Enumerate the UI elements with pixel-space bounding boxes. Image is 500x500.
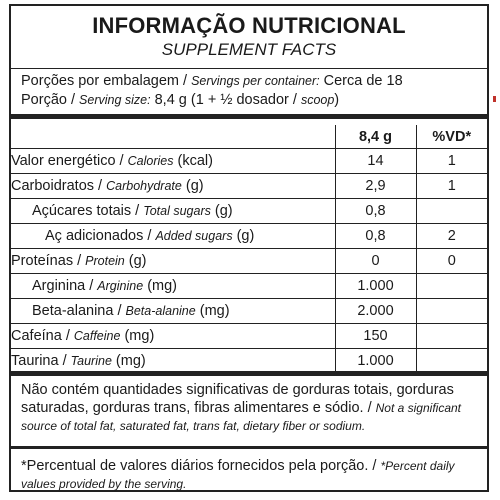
divider-thick-bottom	[11, 371, 487, 376]
dv-footnote	[21, 457, 481, 493]
nutrition-table	[11, 125, 487, 373]
nutrient-en: Protein	[85, 254, 125, 268]
table-row	[11, 149, 487, 174]
nutrient-amount: 150	[335, 324, 416, 349]
nutrient-dv: 0	[416, 249, 487, 274]
table-row	[11, 274, 487, 299]
serving-size-label-en: Serving size:	[79, 93, 151, 107]
nutrient-name	[11, 199, 335, 224]
header-dv: %VD*	[416, 125, 487, 149]
nutrient-pt: Taurina /	[11, 353, 71, 369]
serving-size-scoop: scoop	[300, 93, 335, 107]
divider-top	[11, 68, 487, 69]
nutrient-amount: 2.000	[335, 299, 416, 324]
nutrient-dv: 1	[416, 149, 487, 174]
nutrient-pt: Proteínas /	[11, 253, 86, 269]
panel-title: INFORMAÇÃO NUTRICIONAL	[92, 13, 406, 38]
nutrient-en: Caffeine	[73, 329, 121, 343]
nutrient-amount: 0	[335, 249, 416, 274]
divider-footnote	[11, 446, 487, 449]
nutrient-dv	[416, 299, 487, 324]
nutrient-en: Taurine	[70, 354, 112, 368]
nutrient-unit: (g)	[232, 228, 255, 244]
nutrient-pt: Aç adicionados /	[45, 228, 156, 244]
nutrient-unit: (kcal)	[173, 153, 213, 169]
serving-size-close: )	[334, 92, 340, 108]
nutrient-unit: (mg)	[195, 303, 230, 319]
nutrient-name	[11, 349, 335, 374]
nutrient-name	[11, 149, 335, 174]
nutrient-name	[11, 274, 335, 299]
nutrient-amount: 14	[335, 149, 416, 174]
servings-per-container-label-en: Servings per container:	[191, 74, 320, 88]
nutrient-name	[11, 324, 335, 349]
nutrient-en: Beta-alanine	[125, 304, 196, 318]
nutrition-facts-panel	[9, 4, 489, 492]
nutrient-name	[11, 174, 335, 199]
not-significant-pt: Não contém quantidades significativas de gorduras totais, gorduras saturadas, gorduras trans, fibras alimentares e sódio. /	[21, 382, 454, 416]
nutrient-en: Calories	[127, 154, 174, 168]
nutrient-amount: 2,9	[335, 174, 416, 199]
header-amount: 8,4 g	[335, 125, 416, 149]
table-header-row	[11, 125, 487, 149]
not-significant-note	[21, 381, 481, 435]
nutrient-dv	[416, 324, 487, 349]
nutrient-amount: 1.000	[335, 274, 416, 299]
nutrient-en: Arginine	[97, 279, 144, 293]
nutrient-name	[11, 249, 335, 274]
servings-per-container	[21, 72, 403, 90]
nutrient-en: Total sugars	[143, 204, 211, 218]
not-significant-en: Not a significant source of total fat, saturated fat, trans fat, dietary fiber or sodium.	[21, 401, 462, 433]
header-name-cell	[11, 125, 335, 149]
nutrient-amount: 0,8	[335, 199, 416, 224]
nutrient-name	[11, 224, 335, 249]
nutrient-unit: (g)	[124, 253, 147, 269]
nutrient-pt: Arginina /	[32, 278, 98, 294]
table-row	[11, 174, 487, 199]
nutrient-dv	[416, 349, 487, 374]
table-row	[11, 299, 487, 324]
divider-thick	[11, 114, 487, 119]
serving-size-value: 8,4 g (1 + ½ dosador /	[150, 92, 301, 108]
nutrient-dv	[416, 274, 487, 299]
nutrient-dv: 2	[416, 224, 487, 249]
nutrient-unit: (mg)	[143, 278, 178, 294]
nutrient-en: Added sugars	[155, 229, 233, 243]
table-row	[11, 349, 487, 374]
nutrient-pt: Valor energético /	[11, 153, 128, 169]
servings-per-container-label: Porções por embalagem /	[21, 73, 192, 89]
nutrient-en: Carbohydrate	[106, 179, 182, 193]
nutrient-pt: Carboidratos /	[11, 178, 107, 194]
nutrient-unit: (mg)	[120, 328, 155, 344]
servings-per-container-value: Cerca de 18	[319, 73, 403, 89]
nutrient-pt: Açúcares totais /	[32, 203, 144, 219]
edge-mark	[493, 96, 496, 102]
table-row	[11, 249, 487, 274]
dv-footnote-en: *Percent daily values provided by the serving.	[21, 459, 455, 491]
nutrient-amount: 0,8	[335, 224, 416, 249]
nutrient-amount: 1.000	[335, 349, 416, 374]
serving-size	[21, 91, 339, 109]
nutrient-name	[11, 299, 335, 324]
nutrient-unit: (g)	[181, 178, 204, 194]
nutrient-dv	[416, 199, 487, 224]
nutrient-pt: Beta-alanina /	[32, 303, 126, 319]
serving-size-label: Porção /	[21, 92, 80, 108]
table-row	[11, 199, 487, 224]
nutrient-unit: (g)	[210, 203, 233, 219]
nutrient-unit: (mg)	[111, 353, 146, 369]
panel-subtitle: SUPPLEMENT FACTS	[161, 40, 337, 59]
table-row	[11, 324, 487, 349]
nutrient-dv: 1	[416, 174, 487, 199]
table-row	[11, 224, 487, 249]
nutrient-pt: Cafeína /	[11, 328, 74, 344]
dv-footnote-pt: *Percentual de valores diários fornecidos pela porção. /	[21, 458, 381, 474]
